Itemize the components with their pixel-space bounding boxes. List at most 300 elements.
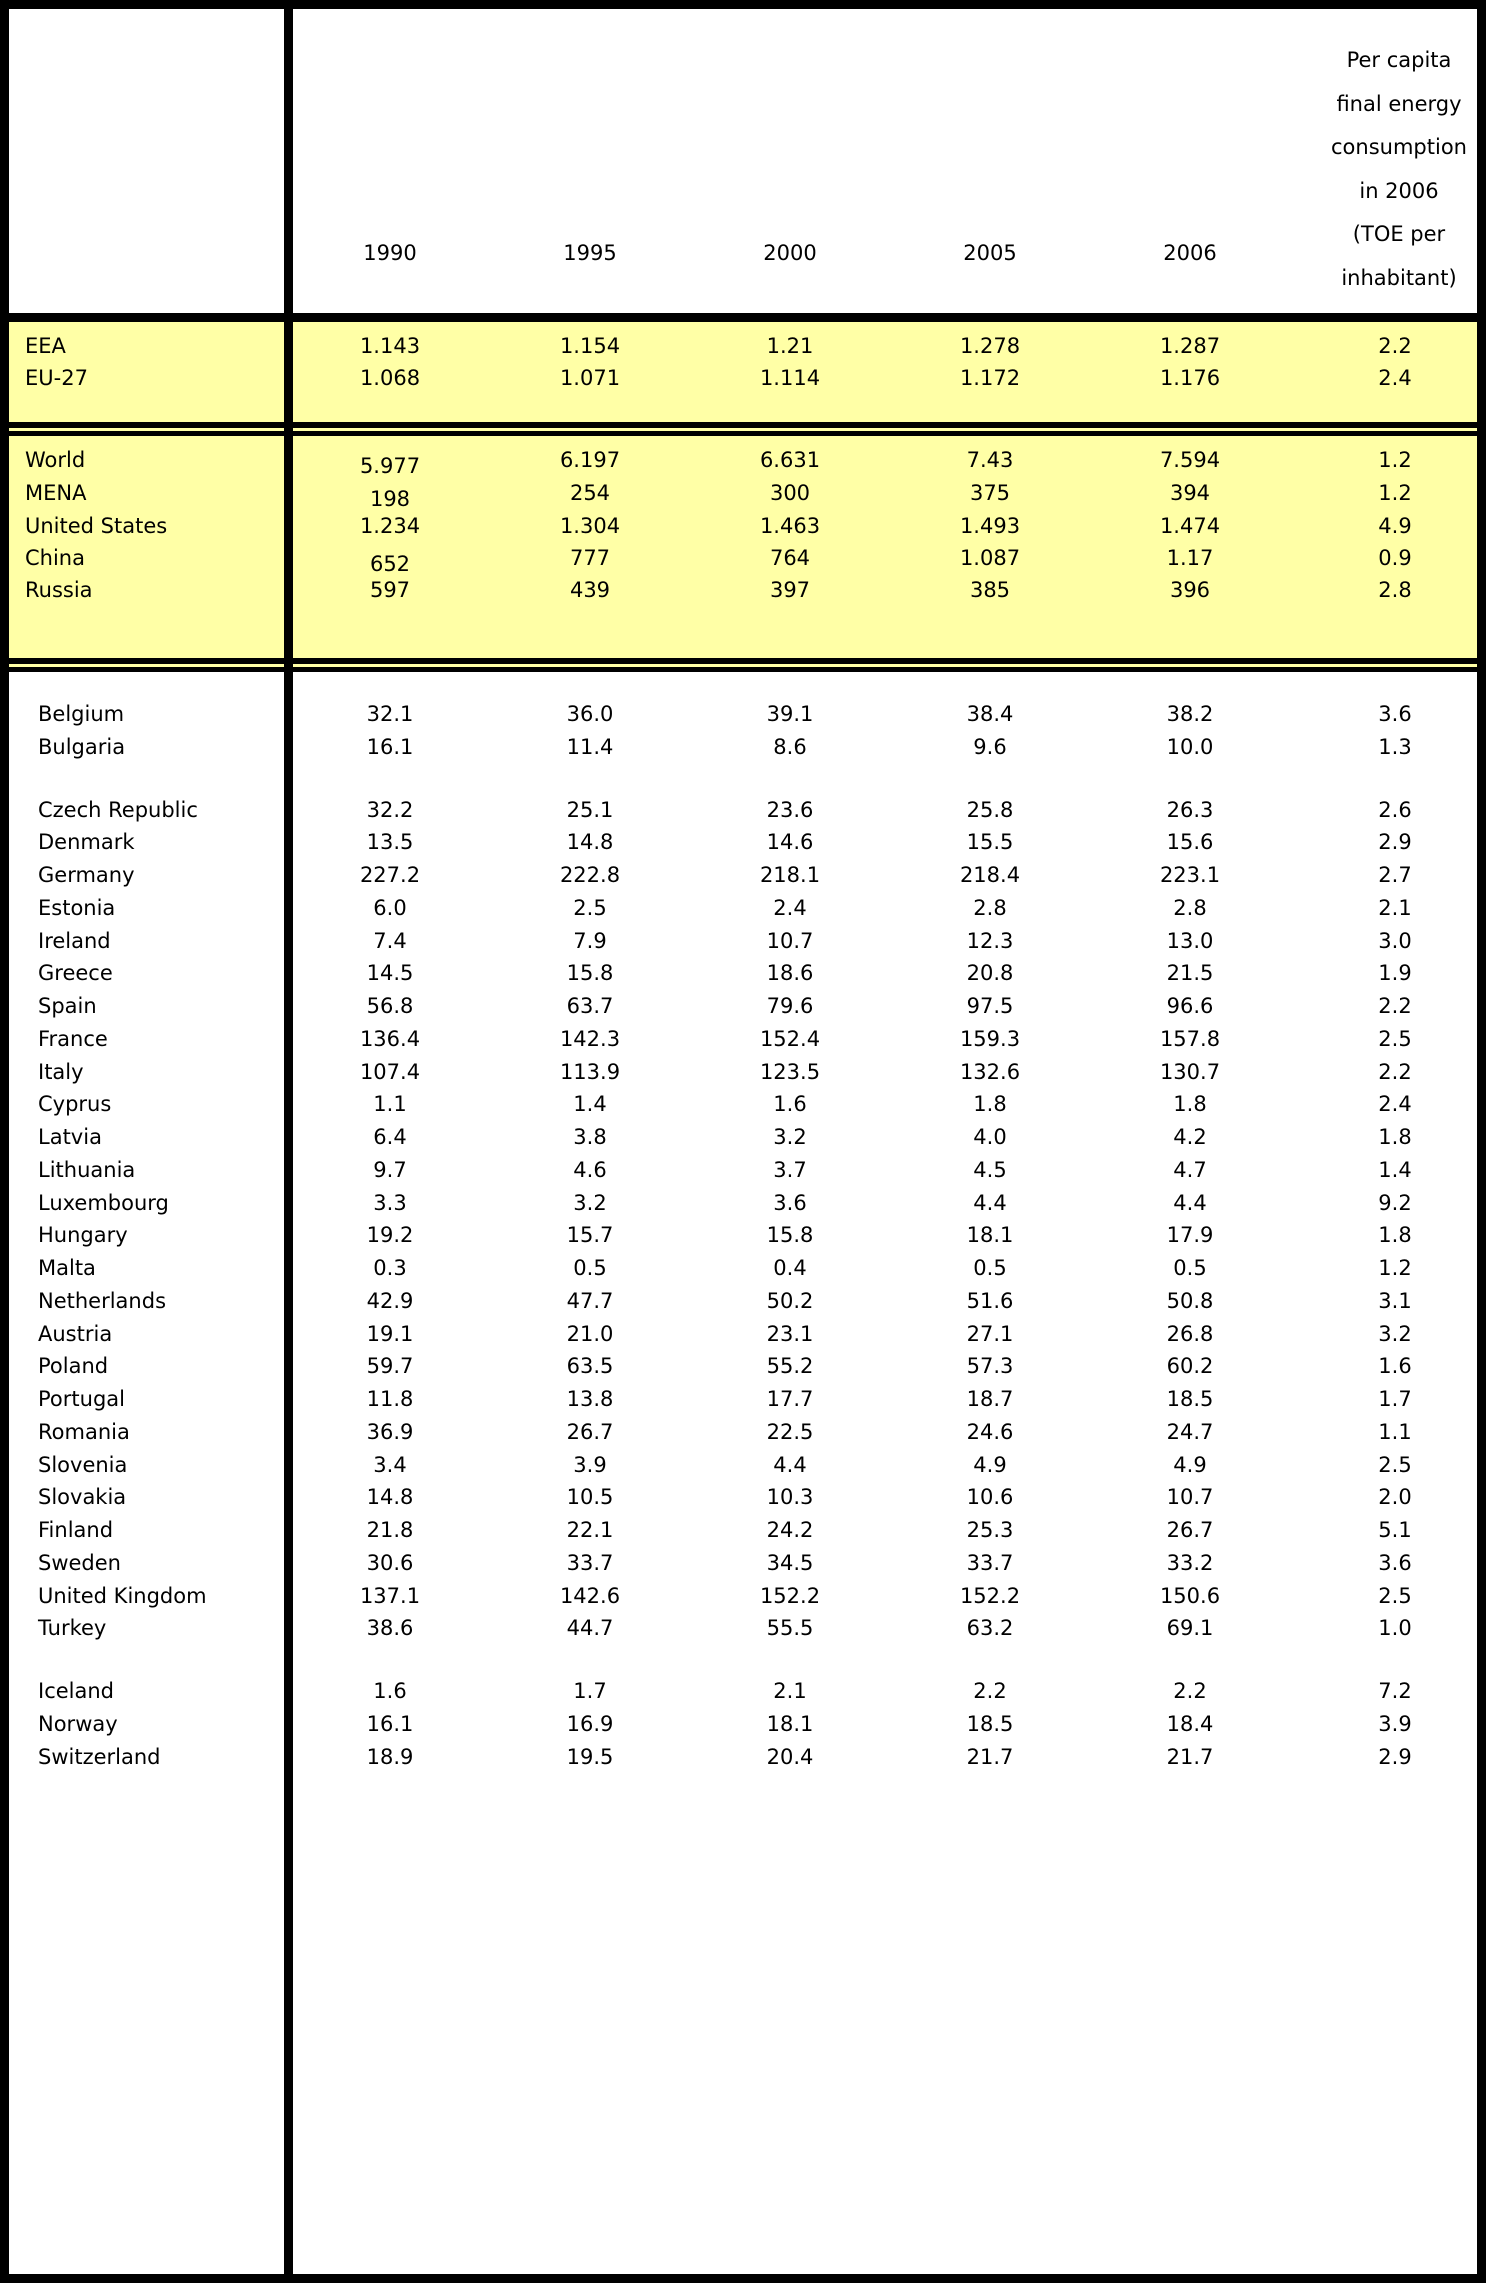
- table-row: [9, 892, 1477, 924]
- cell-2005: 25.8: [966, 797, 1014, 822]
- cell-2006: 18.4: [1166, 1711, 1214, 1736]
- cell-2000: 764: [769, 546, 811, 570]
- cell-1990: 14.5: [366, 961, 414, 986]
- cell-2000: 1.114: [759, 366, 821, 390]
- cell-1995: 63.7: [566, 994, 614, 1018]
- cell-2006: 150.6: [1159, 1583, 1221, 1608]
- cell-2000: 17.7: [766, 1387, 814, 1411]
- cell-1995: 11.4: [566, 734, 614, 759]
- row-label: MENA: [25, 481, 87, 505]
- cell-2005: 4.5: [973, 1157, 1007, 1182]
- cell-per-capita: 4.9: [1378, 514, 1412, 538]
- cell-2005: 0.5: [973, 1256, 1007, 1280]
- cell-2005: 27.1: [966, 1321, 1014, 1346]
- cell-1990: 136.4: [359, 1026, 421, 1051]
- cell-2006: 69.1: [1166, 1616, 1214, 1641]
- cell-per-capita: 2.6: [1378, 797, 1412, 822]
- cell-2005: 25.3: [966, 1518, 1014, 1542]
- cell-2000: 10.3: [766, 1485, 814, 1510]
- header-year-2000: 2000: [763, 241, 817, 265]
- cell-2000: 23.6: [766, 797, 814, 822]
- cell-1990: 32.1: [366, 702, 414, 726]
- group-divider: [9, 667, 1477, 672]
- cell-1995: 222.8: [559, 863, 621, 887]
- cell-2000: 152.2: [759, 1583, 821, 1608]
- cell-per-capita: 2.5: [1378, 1026, 1412, 1051]
- cell-per-capita: 9.2: [1378, 1190, 1412, 1215]
- cell-2005: 385: [969, 578, 1011, 602]
- cell-1990: 1.1: [373, 1092, 407, 1117]
- group-divider: [9, 431, 1477, 436]
- cell-2000: 123.5: [759, 1059, 821, 1084]
- cell-1990: 16.1: [366, 734, 414, 759]
- cell-1995: 254: [569, 481, 611, 505]
- cell-2005: 1.172: [959, 366, 1021, 390]
- cell-per-capita: 1.9: [1378, 961, 1412, 986]
- cell-2006: 17.9: [1166, 1223, 1214, 1248]
- row-label: Finland: [38, 1518, 114, 1542]
- cell-2006: 50.8: [1166, 1288, 1214, 1313]
- cell-1990: 1.143: [359, 334, 421, 358]
- cell-2000: 18.6: [766, 961, 814, 986]
- cell-2006: 21.5: [1166, 961, 1214, 986]
- row-label: Denmark: [38, 830, 135, 855]
- cell-2006: 26.8: [1166, 1321, 1214, 1346]
- cell-1995: 3.9: [573, 1452, 607, 1477]
- cell-1990: 5.977: [359, 454, 421, 478]
- cell-2000: 1.21: [766, 334, 814, 358]
- header-per-capita-line: consumption: [1331, 135, 1467, 159]
- table-row: [9, 510, 1477, 542]
- cell-1995: 7.9: [573, 928, 607, 953]
- cell-1990: 16.1: [366, 1711, 414, 1736]
- cell-1995: 15.7: [566, 1223, 614, 1248]
- group-world: [9, 436, 1477, 658]
- cell-2000: 39.1: [766, 702, 814, 726]
- cell-2000: 20.4: [766, 1744, 814, 1769]
- cell-2006: 4.4: [1173, 1190, 1207, 1215]
- cell-1995: 142.3: [559, 1026, 621, 1051]
- row-label: EU-27: [25, 366, 88, 390]
- cell-per-capita: 2.9: [1378, 1744, 1412, 1769]
- cell-2006: 26.3: [1166, 797, 1214, 822]
- table-row: [9, 1318, 1477, 1350]
- cell-2006: 1.474: [1159, 514, 1221, 538]
- cell-per-capita: 1.1: [1378, 1419, 1412, 1444]
- row-label: World: [25, 448, 86, 472]
- header-per-capita-line: (TOE per: [1352, 222, 1446, 246]
- table-row: [9, 574, 1477, 606]
- table-row: [9, 1383, 1477, 1415]
- table-row: [9, 1252, 1477, 1284]
- table-row: [9, 1675, 1477, 1707]
- table-row: [9, 1219, 1477, 1251]
- header-divider: [9, 313, 1477, 322]
- cell-2006: 157.8: [1159, 1026, 1221, 1051]
- cell-2006: 0.5: [1173, 1256, 1207, 1280]
- cell-2005: 51.6: [966, 1288, 1014, 1313]
- table-row: [9, 698, 1477, 730]
- cell-1990: 1.234: [359, 514, 421, 538]
- cell-per-capita: 2.2: [1378, 1059, 1412, 1084]
- row-label: EEA: [25, 334, 66, 358]
- cell-1995: 10.5: [566, 1485, 614, 1510]
- cell-1995: 13.8: [566, 1387, 614, 1411]
- table-row: [9, 957, 1477, 989]
- table-row: [9, 1285, 1477, 1317]
- cell-2005: 1.087: [959, 546, 1021, 570]
- cell-1995: 26.7: [566, 1419, 614, 1444]
- table-row: [9, 1350, 1477, 1382]
- row-label: Russia: [25, 578, 93, 602]
- cell-2006: 4.9: [1173, 1452, 1207, 1477]
- row-label: Bulgaria: [38, 734, 126, 759]
- cell-1990: 3.4: [373, 1452, 407, 1477]
- cell-per-capita: 2.2: [1378, 334, 1412, 358]
- cell-2006: 396: [1169, 578, 1211, 602]
- cell-1995: 4.6: [573, 1157, 607, 1182]
- cell-1995: 47.7: [566, 1288, 614, 1313]
- cell-1990: 13.5: [366, 830, 414, 855]
- cell-1990: 36.9: [366, 1419, 414, 1444]
- cell-per-capita: 1.2: [1378, 448, 1412, 472]
- group-countries: [9, 672, 1477, 2274]
- cell-per-capita: 1.2: [1378, 1256, 1412, 1280]
- cell-1995: 1.7: [573, 1679, 607, 1703]
- row-label: Czech Republic: [38, 797, 198, 822]
- cell-per-capita: 1.3: [1378, 734, 1412, 759]
- table-row: [9, 1416, 1477, 1448]
- cell-2005: 132.6: [959, 1059, 1021, 1084]
- cell-2006: 10.0: [1166, 734, 1214, 759]
- cell-1990: 19.2: [366, 1223, 414, 1248]
- cell-1990: 14.8: [366, 1485, 414, 1510]
- cell-2000: 22.5: [766, 1419, 814, 1444]
- cell-2000: 0.4: [773, 1256, 807, 1280]
- cell-1995: 1.071: [559, 366, 621, 390]
- cell-2006: 60.2: [1166, 1354, 1214, 1379]
- cell-per-capita: 1.2: [1378, 481, 1412, 505]
- row-label: Iceland: [38, 1679, 115, 1703]
- table-row: [9, 330, 1477, 362]
- cell-2005: 24.6: [966, 1419, 1014, 1444]
- cell-1995: 1.154: [559, 334, 621, 358]
- cell-2005: 18.7: [966, 1387, 1014, 1411]
- cell-2005: 1.278: [959, 334, 1021, 358]
- cell-2000: 152.4: [759, 1026, 821, 1051]
- cell-1995: 1.4: [573, 1092, 607, 1117]
- cell-2005: 18.1: [966, 1223, 1014, 1248]
- cell-2000: 1.6: [773, 1092, 807, 1117]
- cell-1995: 33.7: [566, 1550, 614, 1575]
- header-year-1990: 1990: [363, 241, 417, 265]
- cell-2000: 8.6: [773, 734, 807, 759]
- cell-per-capita: 1.4: [1378, 1157, 1412, 1182]
- table-row: [9, 1449, 1477, 1481]
- header-per-capita-line: Per capita: [1346, 48, 1452, 72]
- cell-2005: 4.4: [973, 1190, 1007, 1215]
- cell-2005: 9.6: [973, 734, 1007, 759]
- row-label: Turkey: [38, 1616, 107, 1641]
- cell-1990: 30.6: [366, 1550, 414, 1575]
- cell-1995: 439: [569, 578, 611, 602]
- cell-2005: 7.43: [966, 448, 1014, 472]
- cell-2000: 50.2: [766, 1288, 814, 1313]
- cell-1995: 15.8: [566, 961, 614, 986]
- cell-2006: 18.5: [1166, 1387, 1214, 1411]
- table-row: [9, 731, 1477, 763]
- cell-2005: 21.7: [966, 1744, 1014, 1769]
- row-label: Lithuania: [38, 1157, 136, 1182]
- table-row: [9, 1514, 1477, 1546]
- cell-2000: 397: [769, 578, 811, 602]
- table-row: [9, 794, 1477, 826]
- cell-per-capita: 2.5: [1378, 1452, 1412, 1477]
- cell-2005: 152.2: [959, 1583, 1021, 1608]
- table-row: [9, 925, 1477, 957]
- cell-1990: 9.7: [373, 1157, 407, 1182]
- cell-1995: 22.1: [566, 1518, 614, 1542]
- cell-2006: 26.7: [1166, 1518, 1214, 1542]
- cell-2000: 55.2: [766, 1354, 814, 1379]
- cell-2006: 2.2: [1173, 1679, 1207, 1703]
- cell-2006: 130.7: [1159, 1059, 1221, 1084]
- cell-2006: 96.6: [1166, 994, 1214, 1018]
- row-label: Netherlands: [38, 1288, 167, 1313]
- row-label: Switzerland: [38, 1744, 161, 1769]
- cell-1990: 198: [369, 487, 411, 511]
- cell-1990: 137.1: [359, 1583, 421, 1608]
- cell-2000: 10.7: [766, 928, 814, 953]
- cell-2000: 2.4: [773, 895, 807, 920]
- cell-1995: 14.8: [566, 830, 614, 855]
- cell-1995: 63.5: [566, 1354, 614, 1379]
- cell-2000: 79.6: [766, 994, 814, 1018]
- cell-per-capita: 7.2: [1378, 1679, 1412, 1703]
- cell-1995: 3.8: [573, 1125, 607, 1149]
- cell-2005: 4.9: [973, 1452, 1007, 1477]
- cell-1990: 38.6: [366, 1616, 414, 1641]
- group-divider: [9, 658, 1477, 664]
- cell-per-capita: 3.6: [1378, 702, 1412, 726]
- cell-2005: 97.5: [966, 994, 1014, 1018]
- cell-2005: 375: [969, 481, 1011, 505]
- row-label: Slovakia: [38, 1485, 127, 1510]
- cell-1990: 21.8: [366, 1518, 414, 1542]
- cell-per-capita: 2.4: [1378, 366, 1412, 390]
- table-row: [9, 1088, 1477, 1120]
- table-row: [9, 1741, 1477, 1773]
- cell-2006: 21.7: [1166, 1744, 1214, 1769]
- cell-2005: 2.8: [973, 895, 1007, 920]
- table-row: [9, 1023, 1477, 1055]
- cell-2005: 1.493: [959, 514, 1021, 538]
- row-label: United Kingdom: [38, 1583, 207, 1608]
- row-label: Austria: [38, 1321, 113, 1346]
- header-year-2006: 2006: [1163, 241, 1217, 265]
- cell-per-capita: 1.8: [1378, 1223, 1412, 1248]
- row-label: Belgium: [38, 702, 125, 726]
- row-label: Italy: [38, 1059, 84, 1084]
- cell-2006: 33.2: [1166, 1550, 1214, 1575]
- cell-1990: 59.7: [366, 1354, 414, 1379]
- cell-2006: 1.176: [1159, 366, 1221, 390]
- row-label: Slovenia: [38, 1452, 128, 1477]
- cell-2000: 3.7: [773, 1157, 807, 1182]
- cell-2006: 4.2: [1173, 1125, 1207, 1149]
- row-label: Ireland: [38, 928, 111, 953]
- cell-per-capita: 3.0: [1378, 928, 1412, 953]
- table-row: [9, 1612, 1477, 1644]
- cell-1995: 21.0: [566, 1321, 614, 1346]
- table-row: [9, 1187, 1477, 1219]
- cell-2000: 24.2: [766, 1518, 814, 1542]
- table-row: [9, 826, 1477, 858]
- table-row: [9, 1481, 1477, 1513]
- cell-1995: 36.0: [566, 702, 614, 726]
- cell-1995: 19.5: [566, 1744, 614, 1769]
- cell-2005: 2.2: [973, 1679, 1007, 1703]
- row-label: Luxembourg: [38, 1190, 169, 1215]
- cell-per-capita: 3.2: [1378, 1321, 1412, 1346]
- cell-2000: 34.5: [766, 1550, 814, 1575]
- row-label: Cyprus: [38, 1092, 112, 1117]
- header-per-capita: [1319, 39, 1479, 300]
- cell-per-capita: 2.4: [1378, 1092, 1412, 1117]
- row-label: Germany: [38, 863, 135, 887]
- cell-per-capita: 1.7: [1378, 1387, 1412, 1411]
- row-label: Poland: [38, 1354, 109, 1379]
- row-label: Greece: [38, 961, 113, 986]
- cell-per-capita: 1.0: [1378, 1616, 1412, 1641]
- cell-1995: 25.1: [566, 797, 614, 822]
- cell-2000: 1.463: [759, 514, 821, 538]
- cell-2006: 1.17: [1166, 546, 1214, 570]
- header-per-capita-line: inhabitant): [1341, 265, 1457, 290]
- cell-per-capita: 2.2: [1378, 994, 1412, 1018]
- table-row: [9, 1547, 1477, 1579]
- table-row: [9, 362, 1477, 394]
- cell-1990: 227.2: [359, 863, 421, 887]
- group-eu: [9, 322, 1477, 422]
- cell-per-capita: 3.6: [1378, 1550, 1412, 1575]
- cell-2000: 18.1: [766, 1711, 814, 1736]
- cell-2005: 38.4: [966, 702, 1014, 726]
- cell-per-capita: 2.9: [1378, 830, 1412, 855]
- table-row: [9, 990, 1477, 1022]
- cell-1990: 7.4: [373, 928, 407, 953]
- table-header: [9, 9, 1477, 313]
- cell-2005: 1.8: [973, 1092, 1007, 1117]
- cell-per-capita: 2.8: [1378, 578, 1412, 602]
- cell-1990: 1.068: [359, 366, 421, 390]
- cell-1995: 16.9: [566, 1711, 614, 1736]
- cell-2000: 2.1: [773, 1679, 807, 1703]
- cell-1995: 1.304: [559, 514, 621, 538]
- cell-1990: 56.8: [366, 994, 414, 1018]
- row-label: Spain: [38, 994, 97, 1018]
- cell-2005: 4.0: [973, 1125, 1007, 1149]
- cell-per-capita: 2.0: [1378, 1485, 1412, 1510]
- header-per-capita-line: in 2006: [1359, 178, 1439, 203]
- table-row: [9, 542, 1477, 574]
- header-per-capita-line: final energy: [1336, 91, 1462, 116]
- row-label: Malta: [38, 1256, 96, 1280]
- header-year-1995: 1995: [563, 241, 617, 265]
- cell-1995: 142.6: [559, 1583, 621, 1608]
- cell-2006: 1.287: [1159, 334, 1221, 358]
- cell-1990: 32.2: [366, 797, 414, 822]
- row-label: Latvia: [38, 1125, 102, 1149]
- cell-2000: 300: [769, 481, 811, 505]
- cell-1995: 3.2: [573, 1190, 607, 1215]
- cell-2006: 4.7: [1173, 1157, 1207, 1182]
- table-row: [9, 1121, 1477, 1153]
- cell-2005: 20.8: [966, 961, 1014, 986]
- group-divider: [9, 422, 1477, 428]
- cell-1990: 6.0: [373, 895, 407, 920]
- cell-per-capita: 1.8: [1378, 1125, 1412, 1149]
- cell-per-capita: 1.6: [1378, 1354, 1412, 1379]
- cell-1990: 42.9: [366, 1288, 414, 1313]
- cell-2006: 24.7: [1166, 1419, 1214, 1444]
- cell-1995: 44.7: [566, 1616, 614, 1641]
- cell-2006: 223.1: [1159, 863, 1221, 887]
- cell-2005: 33.7: [966, 1550, 1014, 1575]
- table-row: [9, 1056, 1477, 1088]
- cell-2000: 23.1: [766, 1321, 814, 1346]
- cell-per-capita: 0.9: [1378, 546, 1412, 570]
- cell-2005: 15.5: [966, 830, 1014, 855]
- cell-1990: 597: [369, 578, 411, 602]
- cell-2005: 10.6: [966, 1485, 1014, 1510]
- row-label: United States: [25, 514, 168, 538]
- cell-2005: 12.3: [966, 928, 1014, 953]
- header-year-2005: 2005: [963, 241, 1017, 265]
- cell-2000: 14.6: [766, 830, 814, 855]
- cell-1995: 6.197: [559, 448, 621, 472]
- cell-2000: 4.4: [773, 1452, 807, 1477]
- cell-2006: 394: [1169, 481, 1211, 505]
- cell-2000: 6.631: [759, 448, 821, 472]
- cell-2006: 13.0: [1166, 928, 1214, 953]
- row-label: China: [25, 546, 85, 570]
- cell-1990: 652: [369, 552, 411, 576]
- cell-2000: 218.1: [759, 863, 821, 887]
- cell-1990: 0.3: [373, 1256, 407, 1280]
- cell-2000: 15.8: [766, 1223, 814, 1248]
- cell-1990: 1.6: [373, 1679, 407, 1703]
- row-label: France: [38, 1026, 108, 1051]
- row-label: Sweden: [38, 1550, 121, 1575]
- cell-2005: 218.4: [959, 863, 1021, 887]
- row-label: Portugal: [38, 1387, 125, 1411]
- cell-2006: 1.8: [1173, 1092, 1207, 1117]
- cell-2006: 7.594: [1159, 448, 1221, 472]
- cell-2006: 2.8: [1173, 895, 1207, 920]
- cell-1990: 19.1: [366, 1321, 414, 1346]
- label-column-divider: [284, 9, 293, 2274]
- table-row: [9, 477, 1477, 509]
- cell-2005: 63.2: [966, 1616, 1014, 1641]
- cell-1990: 107.4: [359, 1059, 421, 1084]
- cell-2006: 38.2: [1166, 702, 1214, 726]
- cell-per-capita: 3.1: [1378, 1288, 1412, 1313]
- cell-per-capita: 2.5: [1378, 1583, 1412, 1608]
- cell-1995: 113.9: [559, 1059, 621, 1084]
- cell-2005: 159.3: [959, 1026, 1021, 1051]
- cell-1990: 3.3: [373, 1190, 407, 1215]
